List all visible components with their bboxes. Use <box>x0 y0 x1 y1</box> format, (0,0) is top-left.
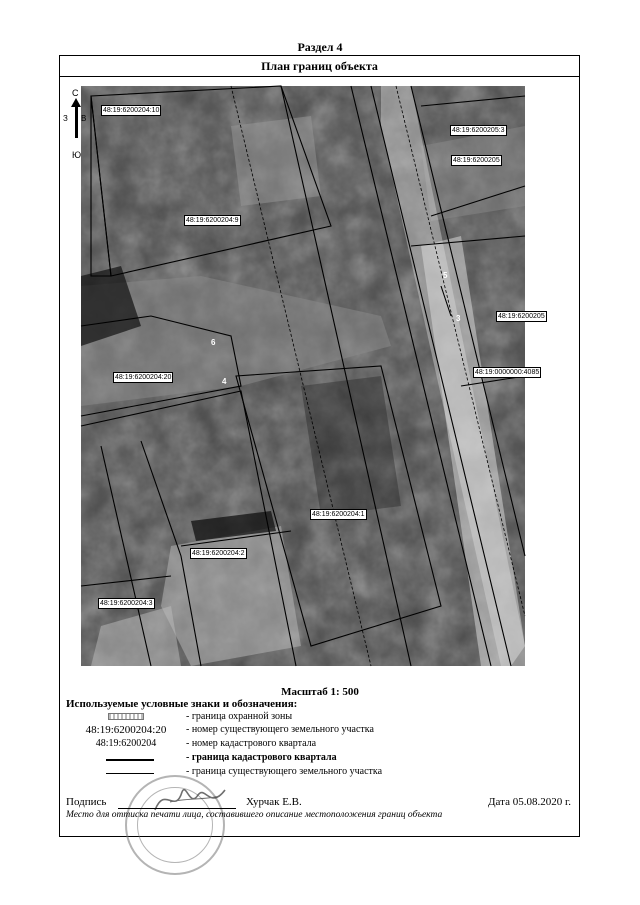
section-heading: Раздел 4 <box>297 40 343 54</box>
plan-title: План границ объекта <box>60 56 579 77</box>
legend-symbol: 48:19:6200204:20 <box>85 724 167 736</box>
document-date: Дата 05.08.2020 г. <box>488 796 571 808</box>
signature-label: Подпись <box>66 796 107 808</box>
legend-desc: - граница существующего земельного участка <box>186 766 383 777</box>
legend-title: Используемые условные знаки и обозначения: <box>66 698 298 710</box>
parcel-label: 48:19:6200204:3 <box>100 600 153 607</box>
signature-line <box>118 808 236 809</box>
parcel-label: 48:19:6200205 <box>498 313 545 320</box>
legend-desc: - граница кадастрового квартала <box>186 752 337 763</box>
parcel-label: 48:19:6200204:2 <box>192 550 245 557</box>
compass-east: В <box>81 114 87 123</box>
legend-desc: - граница охранной зоны <box>186 711 293 722</box>
compass-north: С <box>72 88 79 98</box>
point-number: 5 <box>443 271 448 280</box>
north-arrow-icon <box>75 106 78 138</box>
point-number: 6 <box>211 338 216 347</box>
signer-name: Хурчак Е.В. <box>246 796 302 808</box>
seal-place-note: Место для оттиска печати лица, составившего описание местоположения границ объекта <box>66 810 443 820</box>
legend-desc: - номер кадастрового квартала <box>186 738 317 749</box>
map-scale: Масштаб 1: 500 <box>281 686 359 698</box>
legend-desc: - номер существующего земельного участка <box>186 724 374 735</box>
parcel-label: 48:19:6200204:1 <box>312 511 365 518</box>
parcel-label: 48:19:6200205 <box>453 157 500 164</box>
zone-boundary-swatch <box>66 711 186 722</box>
legend-symbol: 48:19:6200204 <box>95 738 157 749</box>
compass-west: З <box>63 114 68 123</box>
compass-south: Ю <box>72 150 82 160</box>
point-number: 3 <box>456 314 461 323</box>
aerial-map <box>81 86 545 666</box>
point-number: 4 <box>222 377 227 386</box>
parcel-label: 48:19:6200205:3 <box>452 127 505 134</box>
parcel-label: 48:19:6200204:9 <box>186 217 239 224</box>
parcel-label: 48:19:6200204:20 <box>115 374 172 381</box>
parcel-label: 48:19:6200204:10 <box>103 107 160 114</box>
parcel-label: 48:19:0000000:4085 <box>475 369 540 376</box>
